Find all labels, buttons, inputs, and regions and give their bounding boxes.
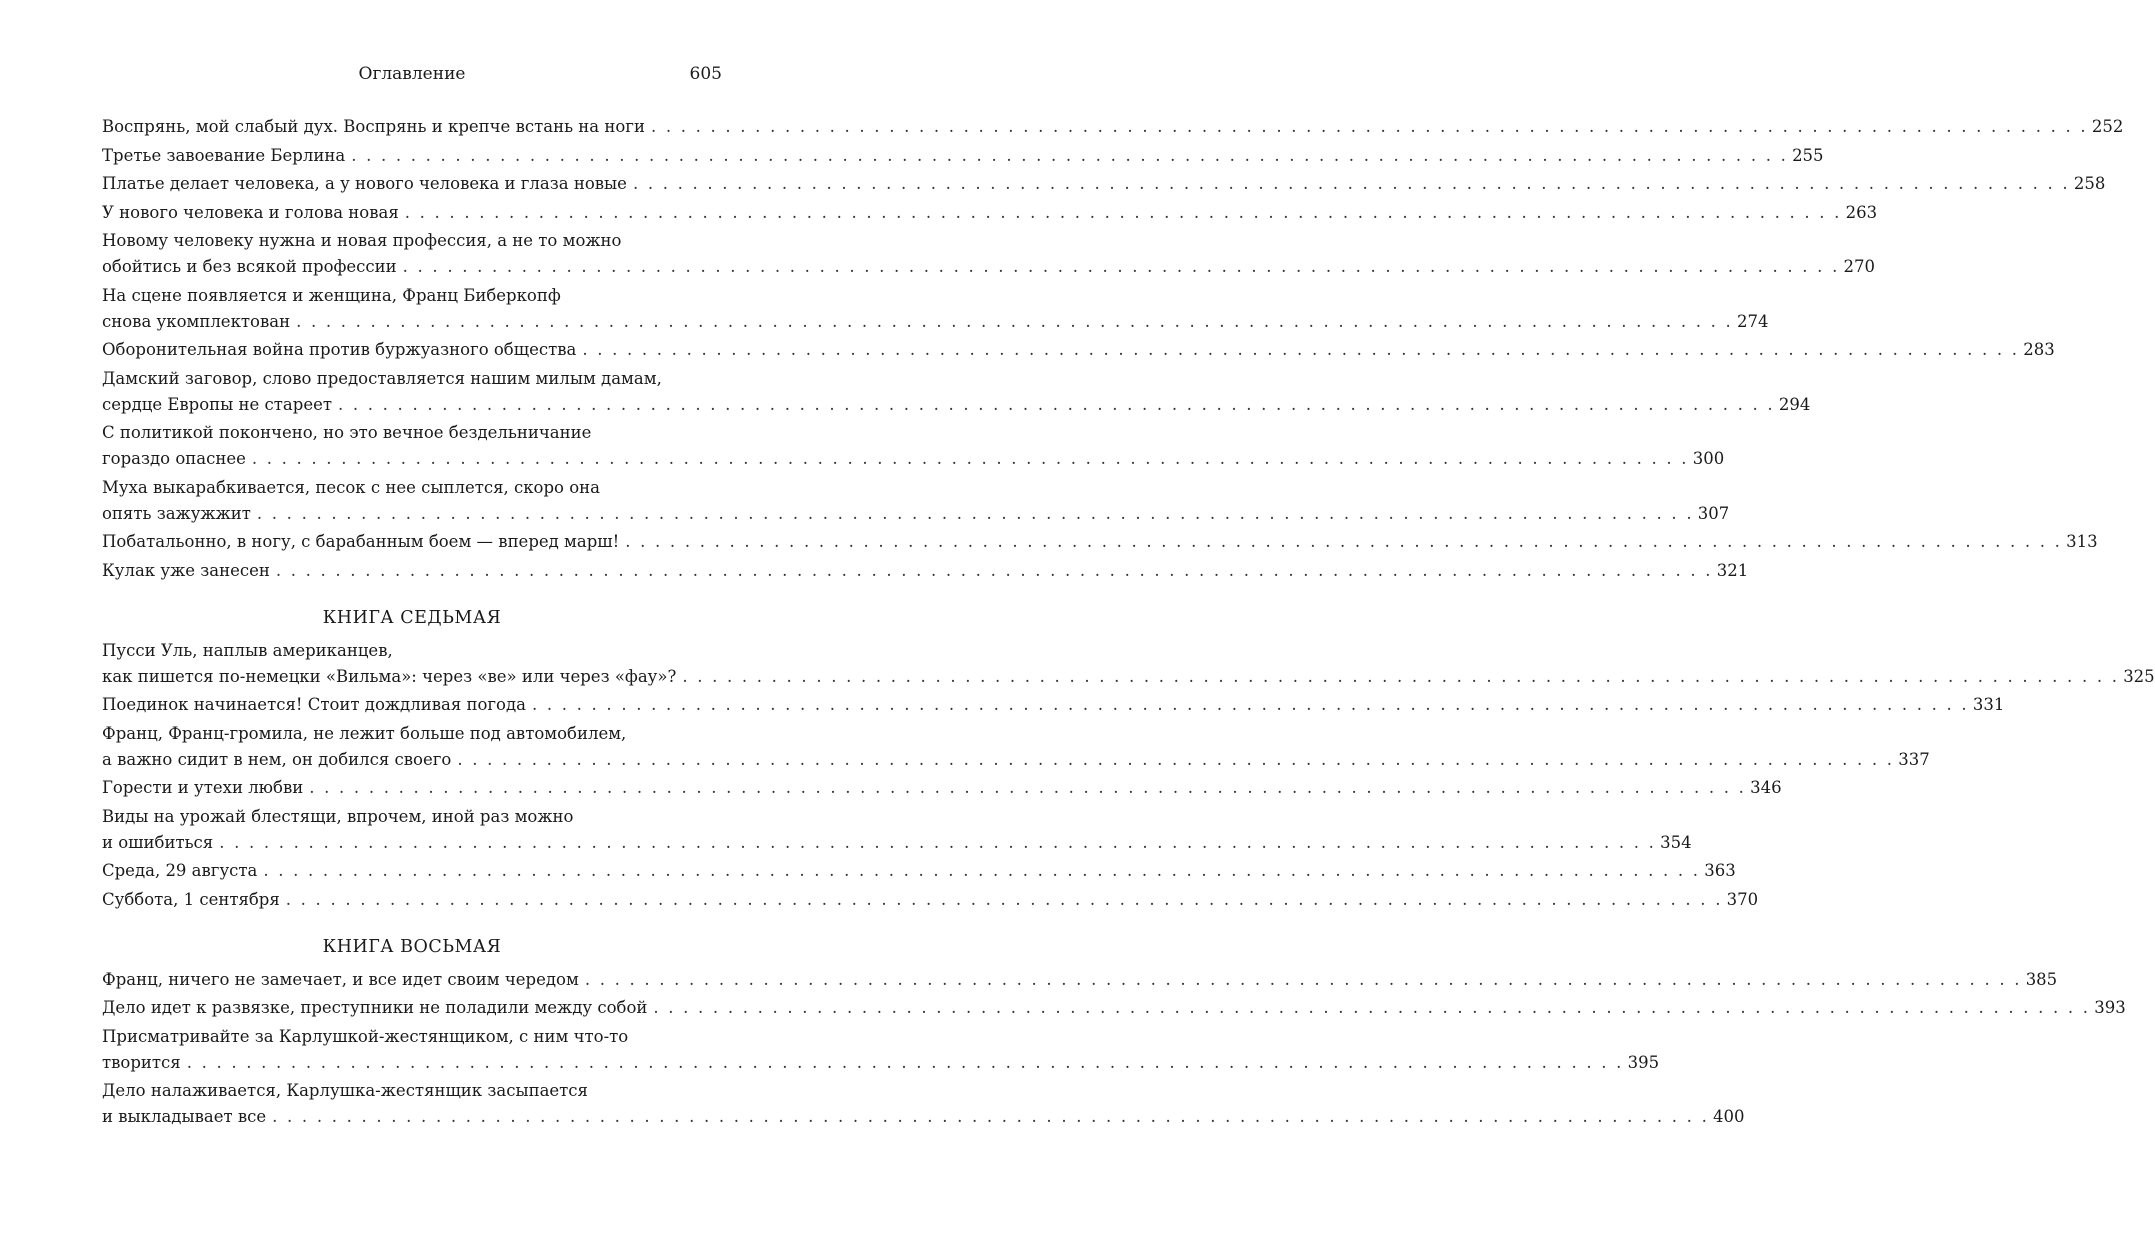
toc-entry-page-number: 270: [1843, 257, 1876, 276]
toc-entry-title-line: Побатальонно, в ногу, с барабанным боем — вперед марш!: [102, 532, 620, 551]
toc-entry-title-line: снова укомплектован: [102, 311, 291, 331]
toc-entry: [102, 200, 1878, 226]
toc-entry-title-line: Франц, Франц-громила, не лежит больше под автомобилем,: [102, 723, 627, 743]
toc-entry: [102, 1024, 1660, 1076]
toc-entry: [102, 995, 2126, 1021]
toc-entry-last-line: [102, 558, 1749, 584]
toc-entry-last-line: [102, 337, 2055, 363]
toc-entry-last-line: [102, 392, 1811, 418]
dot-leader: . . . . . . . . . . . . . . . . . . . . . . . . . . . . . . . . . . . . . . . . . . . . . . . . . . . . . . . . . . . . . . . . . . . . . . . . . . . . . . . . . . . . . . . . . . . . . . . . .: [402, 257, 1840, 276]
toc-entry-page-number: 274: [1736, 311, 1769, 331]
toc-entry-page-number: 300: [1692, 449, 1725, 468]
dot-leader: . . . . . . . . . . . . . . . . . . . . . . . . . . . . . . . . . . . . . . . . . . . . . . . . . . . . . . . . . . . . . . . . . . . . . . . . . . . . . . . . . . . . . . . . . . . . . . . . .: [531, 695, 1969, 714]
toc-entry-page-number: 354: [1660, 832, 1692, 852]
toc-entry: [102, 967, 2058, 993]
dot-leader: . . . . . . . . . . . . . . . . . . . . . . . . . . . . . . . . . . . . . . . . . . . . . . . . . . . . . . . . . . . . . . . . . . . . . . . . . . . . . . . . . . . . . . . . . . . . . . . . .: [338, 394, 1775, 414]
toc-entry-title-line: гораздо опаснее: [102, 449, 246, 468]
toc-entry-page-number: 385: [2025, 969, 2058, 989]
table-of-contents: [102, 114, 2155, 1130]
toc-entry: [102, 692, 2005, 718]
page-number: 605: [689, 64, 722, 84]
toc-entry-title-line: сердце Европы не стареет: [102, 394, 332, 414]
dot-leader: . . . . . . . . . . . . . . . . . . . . . . . . . . . . . . . . . . . . . . . . . . . . . . . . . . . . . . . . . . . . . . . . . . . . . . . . . . . . . . . . . . . . . . . . . . . . . . . . .: [285, 889, 1723, 909]
dot-leader: . . . . . . . . . . . . . . . . . . . . . . . . . . . . . . . . . . . . . . . . . . . . . . . . . . . . . . . . . . . . . . . . . . . . . . . . . . . . . . . . . . . . . . . . . . . . . . . . .: [650, 117, 2088, 136]
dot-leader: . . . . . . . . . . . . . . . . . . . . . . . . . . . . . . . . . . . . . . . . . . . . . . . . . . . . . . . . . . . . . . . . . . . . . . . . . . . . . . . . . . . . . . . . . . . . . . . . .: [275, 560, 1713, 580]
toc-entry-last-line: [102, 171, 2106, 197]
toc-entry-page-number: 313: [2066, 532, 2098, 551]
dot-leader: . . . . . . . . . . . . . . . . . . . . . . . . . . . . . . . . . . . . . . . . . . . . . . . . . . . . . . . . . . . . . . . . . . . . . . . . . . . . . . . . . . . . . . . . . . . . . . . . .: [309, 778, 1747, 797]
toc-entry-last-line: [102, 830, 1692, 856]
toc-entry: [102, 858, 1736, 884]
toc-entry-page-number: 337: [1898, 749, 1930, 769]
toc-entry-title-line: Воспрянь, мой слабый дух. Воспрянь и крепче встань на ноги: [102, 117, 645, 136]
toc-entry-last-line: [102, 1104, 1745, 1130]
toc-entry-title-line: Платье делает человека, а у нового человека и глаза новые: [102, 174, 627, 193]
dot-leader: . . . . . . . . . . . . . . . . . . . . . . . . . . . . . . . . . . . . . . . . . . . . . . . . . . . . . . . . . . . . . . . . . . . . . . . . . . . . . . . . . . . . . . . . . . . . . . . . .: [404, 202, 1842, 222]
toc-entry: [102, 529, 2098, 555]
toc-entry-page-number: 252: [2091, 117, 2124, 136]
dot-leader: . . . . . . . . . . . . . . . . . . . . . . . . . . . . . . . . . . . . . . . . . . . . . . . . . . . . . . . . . . . . . . . . . . . . . . . . . . . . . . . . . . . . . . . . . . . . . . . . .: [682, 666, 2120, 686]
toc-entry: [102, 804, 1692, 856]
toc-entry-title-line: Присматривайте за Карлушкой-жестянщиком, с ним что-то: [102, 1026, 629, 1046]
toc-entry-page-number: 263: [1845, 202, 1878, 222]
toc-entry-title-line: обойтись и без всякой профессии: [102, 257, 397, 276]
toc-entry-last-line: [102, 664, 2155, 690]
toc-entry-title-line: а важно сидит в нем, он добился своего: [102, 749, 452, 769]
toc-entry-title-line: Кулак уже занесен: [102, 560, 270, 580]
toc-entry-page-number: 395: [1627, 1052, 1660, 1072]
dot-leader: . . . . . . . . . . . . . . . . . . . . . . . . . . . . . . . . . . . . . . . . . . . . . . . . . . . . . . . . . . . . . . . . . . . . . . . . . . . . . . . . . . . . . . . . . . . . . . . . .: [457, 749, 1895, 769]
toc-entry-title-line: Дамский заговор, слово предоставляется нашим милым дамам,: [102, 368, 662, 388]
toc-entry-page-number: 363: [1704, 861, 1736, 880]
toc-entry: [102, 283, 1769, 335]
toc-entry: [102, 171, 2106, 197]
toc-entry-last-line: [102, 529, 2098, 555]
toc-entry-last-line: [102, 254, 1876, 280]
toc-entry: [102, 558, 1749, 584]
toc-entry-page-number: 370: [1726, 889, 1759, 909]
toc-entry-title-line: На сцене появляется и женщина, Франц Биберкопф: [102, 285, 561, 305]
toc-entry-last-line: [102, 747, 1930, 773]
toc-entry-title-line: и ошибиться: [102, 832, 214, 852]
toc-entry-title-line: Третье завоевание Берлина: [102, 145, 346, 165]
toc-entry-last-line: [102, 692, 2005, 718]
toc-entry: [102, 887, 1759, 913]
toc-entry: [102, 638, 2155, 690]
toc-entry: [102, 337, 2055, 363]
dot-leader: . . . . . . . . . . . . . . . . . . . . . . . . . . . . . . . . . . . . . . . . . . . . . . . . . . . . . . . . . . . . . . . . . . . . . . . . . . . . . . . . . . . . . . . . . . . . . . . . .: [351, 145, 1789, 165]
dot-leader: . . . . . . . . . . . . . . . . . . . . . . . . . . . . . . . . . . . . . . . . . . . . . . . . . . . . . . . . . . . . . . . . . . . . . . . . . . . . . . . . . . . . . . . . . . . . . . . . .: [584, 969, 2022, 989]
toc-entry: [102, 228, 1876, 280]
book-page: [102, 60, 2155, 1133]
toc-entry: [102, 721, 1930, 773]
toc-entry-page-number: 331: [1972, 695, 2005, 714]
toc-entry-last-line: [102, 446, 1725, 472]
dot-leader: . . . . . . . . . . . . . . . . . . . . . . . . . . . . . . . . . . . . . . . . . . . . . . . . . . . . . . . . . . . . . . . . . . . . . . . . . . . . . . . . . . . . . . . . . . . . . . . . .: [186, 1052, 1624, 1072]
toc-entry-title-line: Дело идет к развязке, преступники не поладили между собой: [102, 998, 648, 1017]
toc-entry-page-number: 294: [1778, 394, 1811, 414]
toc-entry-title-line: Поединок начинается! Стоит дождливая погода: [102, 695, 526, 714]
toc-entry-title-line: Суббота, 1 сентября: [102, 889, 280, 909]
toc-entry-page-number: 307: [1697, 503, 1730, 523]
toc-entry-title-line: Пусси Уль, наплыв американцев,: [102, 640, 393, 660]
dot-leader: . . . . . . . . . . . . . . . . . . . . . . . . . . . . . . . . . . . . . . . . . . . . . . . . . . . . . . . . . . . . . . . . . . . . . . . . . . . . . . . . . . . . . . . . . . . . . . . . .: [263, 861, 1701, 880]
running-head: [102, 60, 722, 88]
toc-entry-last-line: [102, 775, 1782, 801]
toc-entry-last-line: [102, 200, 1878, 226]
dot-leader: . . . . . . . . . . . . . . . . . . . . . . . . . . . . . . . . . . . . . . . . . . . . . . . . . . . . . . . . . . . . . . . . . . . . . . . . . . . . . . . . . . . . . . . . . . . . . . . . .: [256, 503, 1694, 523]
toc-entry-page-number: 346: [1750, 778, 1782, 797]
dot-leader: . . . . . . . . . . . . . . . . . . . . . . . . . . . . . . . . . . . . . . . . . . . . . . . . . . . . . . . . . . . . . . . . . . . . . . . . . . . . . . . . . . . . . . . . . . . . . . . . .: [219, 832, 1657, 852]
toc-entry-page-number: 325: [2123, 666, 2155, 686]
toc-entry-title-line: опять зажужжит: [102, 503, 251, 523]
toc-entry-last-line: [102, 858, 1736, 884]
toc-entry-title-line: Среда, 29 августа: [102, 861, 258, 880]
toc-entry-page-number: 283: [2023, 340, 2055, 359]
dot-leader: . . . . . . . . . . . . . . . . . . . . . . . . . . . . . . . . . . . . . . . . . . . . . . . . . . . . . . . . . . . . . . . . . . . . . . . . . . . . . . . . . . . . . . . . . . . . . . . . .: [653, 998, 2091, 1017]
toc-entry-page-number: 255: [1792, 145, 1824, 165]
dot-leader: . . . . . . . . . . . . . . . . . . . . . . . . . . . . . . . . . . . . . . . . . . . . . . . . . . . . . . . . . . . . . . . . . . . . . . . . . . . . . . . . . . . . . . . . . . . . . . . . .: [632, 174, 2070, 193]
toc-entry-last-line: [102, 995, 2126, 1021]
toc-entry: [102, 366, 1811, 418]
toc-entry-page-number: 400: [1713, 1107, 1745, 1126]
toc-entry: [102, 475, 1730, 527]
toc-entry-last-line: [102, 967, 2058, 993]
running-title: Оглавление: [358, 64, 466, 84]
dot-leader: . . . . . . . . . . . . . . . . . . . . . . . . . . . . . . . . . . . . . . . . . . . . . . . . . . . . . . . . . . . . . . . . . . . . . . . . . . . . . . . . . . . . . . . . . . . . . . . . .: [625, 532, 2063, 551]
dot-leader: . . . . . . . . . . . . . . . . . . . . . . . . . . . . . . . . . . . . . . . . . . . . . . . . . . . . . . . . . . . . . . . . . . . . . . . . . . . . . . . . . . . . . . . . . . . . . . . . .: [296, 311, 1733, 331]
toc-entry-title-line: творится: [102, 1052, 181, 1072]
toc-entry-page-number: 321: [1716, 560, 1749, 580]
toc-entry-title-line: Дело налаживается, Карлушка-жестянщик засыпается: [102, 1081, 588, 1100]
toc-entry-title-line: Муха выкарабкивается, песок с нее сыплется, скоро она: [102, 477, 600, 497]
dot-leader: . . . . . . . . . . . . . . . . . . . . . . . . . . . . . . . . . . . . . . . . . . . . . . . . . . . . . . . . . . . . . . . . . . . . . . . . . . . . . . . . . . . . . . . . . . . . . . . . .: [272, 1107, 1710, 1126]
dot-leader: . . . . . . . . . . . . . . . . . . . . . . . . . . . . . . . . . . . . . . . . . . . . . . . . . . . . . . . . . . . . . . . . . . . . . . . . . . . . . . . . . . . . . . . . . . . . . . . . .: [582, 340, 2020, 359]
toc-entry: [102, 1078, 1745, 1130]
book-heading: КНИГА СЕДЬМАЯ: [322, 607, 502, 628]
toc-entry-last-line: [102, 143, 1824, 169]
toc-entry-title-line: Франц, ничего не замечает, и все идет своим чередом: [102, 969, 579, 989]
toc-entry: [102, 143, 1824, 169]
toc-entry: [102, 775, 1782, 801]
toc-entry-last-line: [102, 1050, 1660, 1076]
toc-entry-title-line: Оборонительная война против буржуазного общества: [102, 340, 577, 359]
toc-entry-last-line: [102, 887, 1759, 913]
toc-entry-page-number: 393: [2094, 998, 2126, 1017]
toc-entry-last-line: [102, 114, 2124, 140]
toc-entry-title-line: Новому человеку нужна и новая профессия, а не то можно: [102, 231, 622, 250]
book-heading: КНИГА ВОСЬМАЯ: [322, 936, 502, 957]
toc-entry-title-line: У нового человека и голова новая: [102, 202, 399, 222]
toc-entry-last-line: [102, 501, 1730, 527]
toc-entry-last-line: [102, 309, 1769, 335]
toc-entry-title-line: Горести и утехи любви: [102, 778, 304, 797]
toc-entry-title-line: С политикой покончено, но это вечное бездельничание: [102, 423, 592, 442]
toc-entry-title-line: Виды на урожай блестящи, впрочем, иной раз можно: [102, 806, 574, 826]
toc-entry-title-line: и выкладывает все: [102, 1107, 267, 1126]
dot-leader: . . . . . . . . . . . . . . . . . . . . . . . . . . . . . . . . . . . . . . . . . . . . . . . . . . . . . . . . . . . . . . . . . . . . . . . . . . . . . . . . . . . . . . . . . . . . . . . . .: [251, 449, 1689, 468]
toc-entry-page-number: 258: [2073, 174, 2106, 193]
toc-entry: [102, 114, 2124, 140]
toc-entry-title-line: как пишется по-немецки «Вильма»: через «ве» или через «фау»?: [102, 666, 677, 686]
toc-entry: [102, 420, 1725, 472]
